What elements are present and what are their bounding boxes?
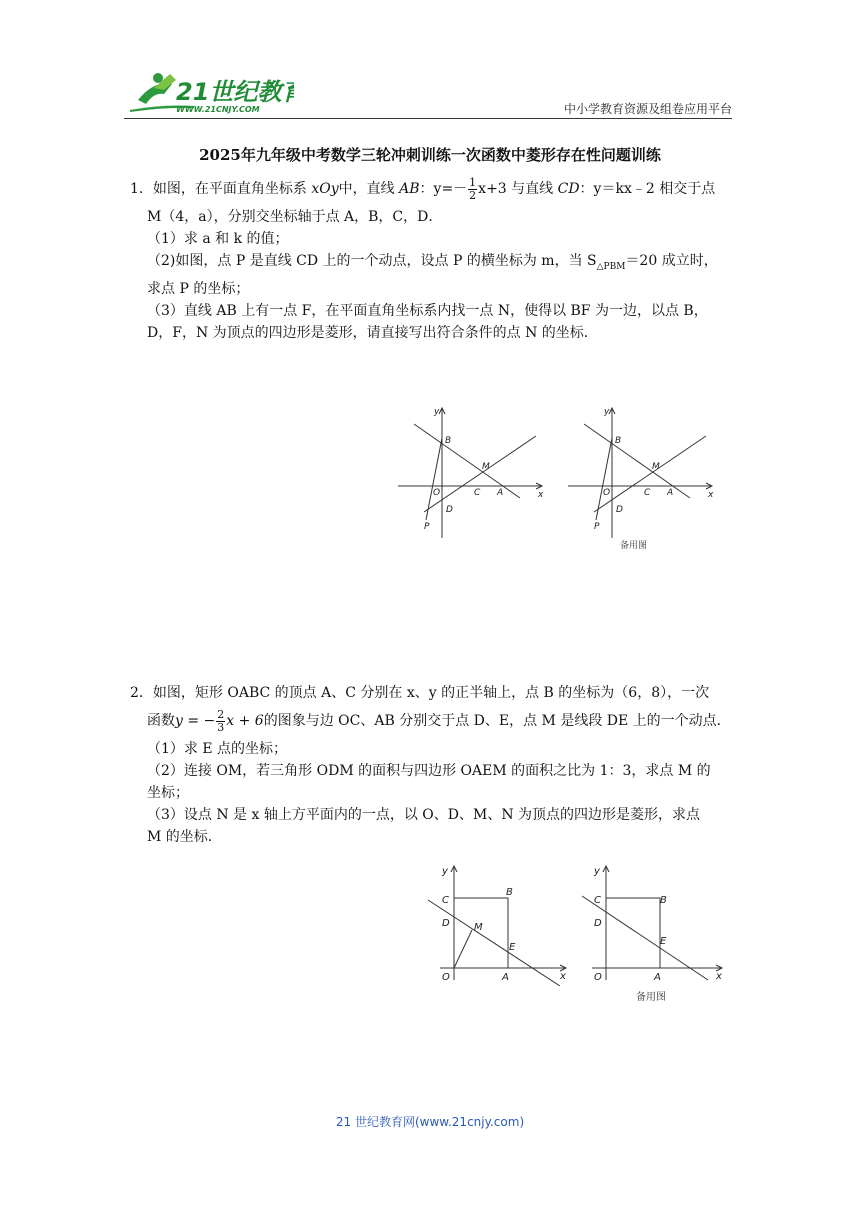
line-cd	[424, 436, 536, 512]
q1-number: 1．	[130, 181, 153, 197]
fraction: $\frac{1}{2}$	[469, 175, 477, 202]
platform-text: 中小学教育资源及组卷应用平台	[563, 102, 732, 116]
segment-om	[454, 930, 472, 968]
label-a: A	[497, 488, 504, 498]
q1-text: 如图，在平面直角坐标系	[152, 181, 307, 197]
svg-text:A: A	[502, 972, 509, 983]
svg-text:B: B	[660, 895, 667, 906]
svg-text:D: D	[616, 505, 623, 515]
q1-xoy: xOy	[311, 181, 339, 197]
svg-text:D: D	[442, 918, 450, 929]
svg-text:x: x	[560, 971, 566, 982]
svg-text:M: M	[652, 462, 660, 472]
svg-text:y: y	[604, 407, 610, 417]
q1-line2: M（4，a），分别交坐标轴于点 A，B，C，D．	[147, 209, 443, 225]
svg-text:A: A	[654, 972, 661, 983]
header-divider	[124, 118, 732, 119]
question-1	[130, 174, 740, 344]
rectangle-edges	[454, 898, 508, 968]
q2-figure	[420, 862, 570, 986]
label-d: D	[446, 505, 453, 515]
q2-sub2: （2）连接 OM，若三角形 ODM 的面积与四边形 OAEM 的面积之比为 1：3，求点 M 的	[147, 763, 711, 779]
q1-text: 中，直线	[338, 181, 395, 197]
label-y: y	[434, 407, 440, 417]
q2-sub3: （3）设点 N 是 x 轴上方平面内的一点，以 O、D、M、N 为顶点的四边形是菱形，求点	[147, 807, 701, 823]
q1-sub3-cont: D，F，N 为顶点的四边形是菱形，请直接写出符合条件的点 N 的坐标．	[147, 324, 598, 341]
site-logo	[124, 70, 294, 116]
q2-sub3-cont: M 的坐标．	[147, 829, 222, 845]
question-2	[130, 682, 740, 848]
page-title: 2025年九年级中考数学三轮冲刺训练一次函数中菱形存在性问题训练	[199, 146, 661, 164]
logo-url-text: WWW.21CNJY.COM	[176, 105, 260, 114]
q1-sub1: （1）求 a 和 k 的值；	[147, 231, 289, 247]
svg-text:B: B	[615, 436, 622, 446]
q2-line1: 2．如图，矩形 OABC 的顶点 A、C 分别在 x、y 的正半轴上，点 B 的坐标为（6，8），一次	[130, 685, 710, 701]
line-ab	[414, 424, 520, 498]
q1-backup-figure	[566, 402, 726, 552]
svg-text:C: C	[594, 895, 601, 906]
label-b: B	[445, 436, 452, 446]
svg-text:E: E	[660, 936, 667, 947]
svg-text:O: O	[442, 972, 450, 983]
backup-caption: 备用图	[636, 992, 666, 1003]
svg-text:x: x	[716, 971, 722, 982]
svg-text:O: O	[603, 488, 611, 498]
q2-sub1: （1）求 E 点的坐标；	[147, 741, 288, 757]
svg-text:E: E	[509, 942, 516, 953]
svg-text:B: B	[506, 887, 513, 898]
segment-bp	[426, 438, 442, 520]
q1-sub3: （3）直线 AB 上有一点 F，在平面直角坐标系内找一点 N，使得以 BF 为一边，以点 B，	[147, 302, 708, 319]
q2-sub2-cont: 坐标；	[147, 785, 189, 801]
svg-text:M: M	[474, 922, 483, 933]
svg-text:y: y	[442, 866, 448, 877]
footer-link[interactable]: 21 世纪教育网(www.21cnjy.com)	[335, 1115, 525, 1129]
label-x: x	[538, 490, 544, 500]
svg-text:O: O	[594, 972, 602, 983]
svg-text:C: C	[644, 488, 651, 498]
svg-text:y: y	[594, 866, 600, 877]
svg-text:x: x	[708, 490, 714, 500]
q1-sub2: （2)如图，点 P 是直线 CD 上的一个动点，设点 P 的横坐标为 m，当 $S_{\triangle PBM}=20$ 成立时，	[147, 253, 718, 272]
label-o: O	[433, 488, 441, 498]
svg-text:P: P	[594, 522, 600, 532]
q1-text: ：y=－	[419, 181, 468, 197]
backup-caption: 备用图	[620, 541, 648, 551]
label-c: C	[474, 488, 481, 498]
q2-backup-figure	[572, 862, 728, 1006]
q1-figure	[396, 402, 556, 540]
q1-cd: CD	[557, 181, 580, 197]
svg-text:D: D	[594, 918, 602, 929]
svg-text:A: A	[667, 488, 674, 498]
label-m: M	[482, 462, 490, 472]
q2-line2: 函数y = − $\frac{2}{3}$ x + 6的图象与边 OC、AB 分别交于点 D、E，点 M 是线段 DE 上的一个动点．	[147, 707, 731, 734]
logo-text: 21世纪教育	[176, 78, 294, 106]
q1-ab: AB	[399, 181, 420, 197]
label-p: P	[424, 522, 430, 532]
q1-text: ：y＝kx﹣2 相交于点	[579, 181, 716, 197]
svg-text:C: C	[442, 895, 449, 906]
q1-sub2-cont: 求点 P 的坐标；	[147, 280, 250, 297]
q1-text: x+3 与直线	[478, 181, 554, 197]
